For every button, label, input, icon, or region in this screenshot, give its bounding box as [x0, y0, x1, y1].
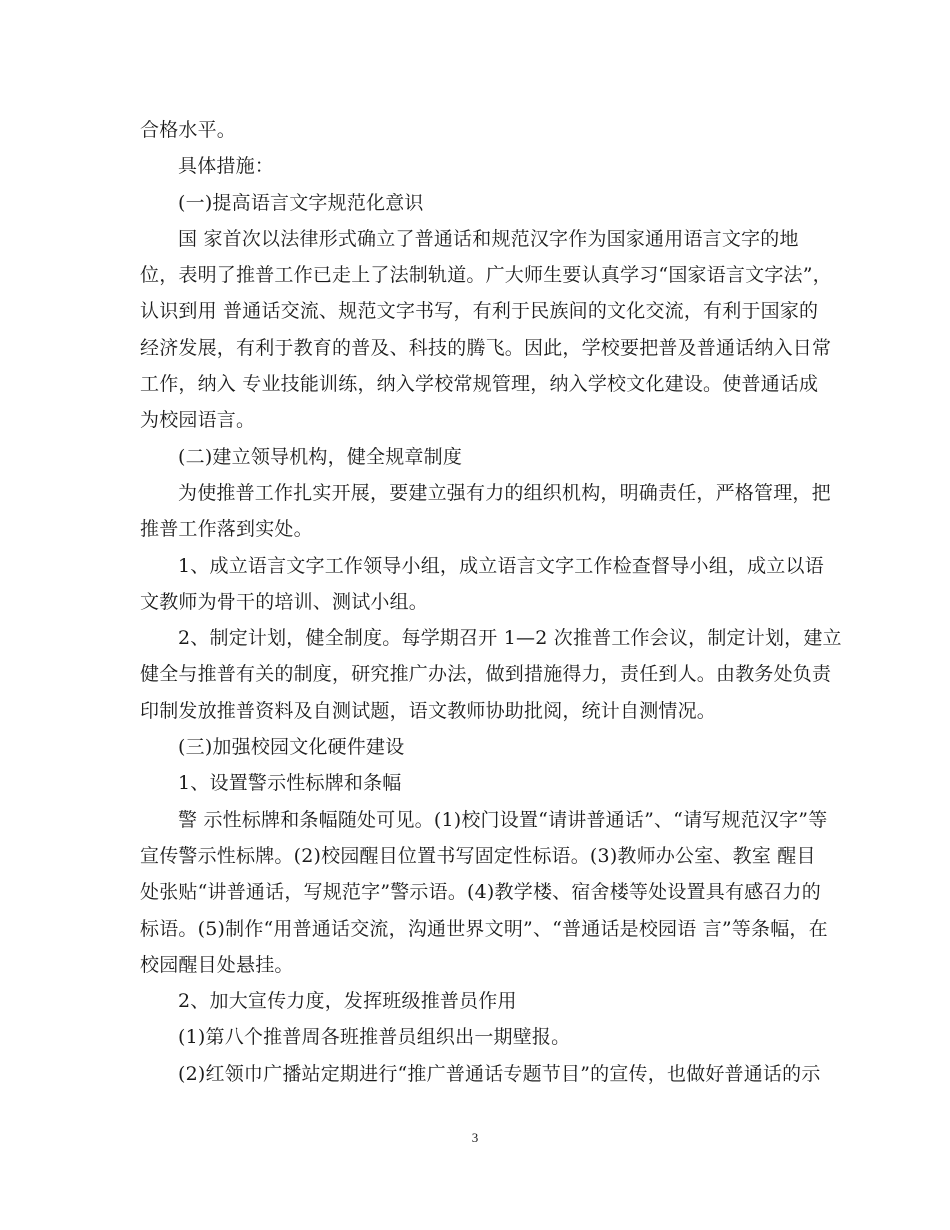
text-line: (一)提高语言文字规范化意识	[178, 191, 424, 214]
text-line: 工作，纳入 专业技能训练，纳入学校常规管理，纳入学校文化建设。使普通话成	[140, 373, 819, 396]
text-line: 健全与推普有关的制度，研究推广办法，做到措施得力，责任到人。由教务处负责	[140, 663, 832, 686]
text-line: 文教师为骨干的培训、测试小组。	[140, 590, 429, 613]
text-line: 具体措施：	[178, 155, 275, 178]
text-line: (2)红领巾广播站定期进行“推广普通话专题节目”的宣传，也做好普通话的示	[178, 1062, 821, 1085]
page-number: 3	[471, 1130, 479, 1145]
text-line: 校园醒目处悬挂。	[140, 953, 294, 976]
text-line: 为使推普工作扎实开展，要建立强有力的组织机构，明确责任，严格管理，把	[178, 481, 831, 504]
text-line: (三)加强校园文化硬件建设	[178, 736, 405, 759]
text-line: 为校园语言。	[140, 409, 256, 432]
text-line: 警 示性标牌和条幅随处可见。(1)校门设置“请讲普通话”、“请写规范汉字”等	[178, 808, 828, 831]
text-line: 合格水平。	[140, 119, 237, 141]
text-line: 认识到用 普通话交流、规范文字书写，有利于民族间的文化交流，有利于国家的	[140, 300, 819, 323]
text-line: (1)第八个推普周各班推普员组织出一期壁报。	[178, 1026, 571, 1049]
text-line: 处张贴“讲普通话，写规范字”警示语。(4)教学楼、宿舍楼等处设置具有感召力的	[140, 881, 821, 904]
text-line: (二)建立领导机构，健全规章制度	[178, 445, 463, 468]
text-line: 位，表明了推普工作已走上了法制轨道。广大师生要认真学习“国家语言文字法”，	[140, 264, 832, 287]
text-line: 2、制定计划，健全制度。每学期召开 1—2 次推普工作会议，制定计划，建立	[178, 627, 842, 650]
text-line: 推普工作落到实处。	[140, 518, 313, 541]
text-line: 宣传警示性标牌。(2)校园醒目位置书写固定性标语。(3)教师办公室、教室 醒目	[140, 844, 816, 867]
text-line: 1、设置警示性标牌和条幅	[178, 772, 402, 795]
text-line: 1、成立语言文字工作领导小组，成立语言文字工作检查督导小组，成立以语	[178, 554, 824, 577]
text-line: 印制发放推普资料及自测试题，语文教师协助批阅，统计自测情况。	[140, 699, 717, 722]
text-line: 经济发展，有利于教育的普及、科技的腾飞。因此，学校要把普及普通话纳入日常	[140, 336, 832, 359]
text-line: 国 家首次以法律形式确立了普通话和规范汉字作为国家通用语言文字的地	[178, 227, 799, 250]
body-text	[140, 112, 842, 1092]
text-line: 标语。(5)制作“用普通话交流，沟通世界文明”、“普通话是校园语 言”等条幅，在	[140, 917, 828, 940]
text-line: 2、加大宣传力度，发挥班级推普员作用	[178, 990, 517, 1013]
